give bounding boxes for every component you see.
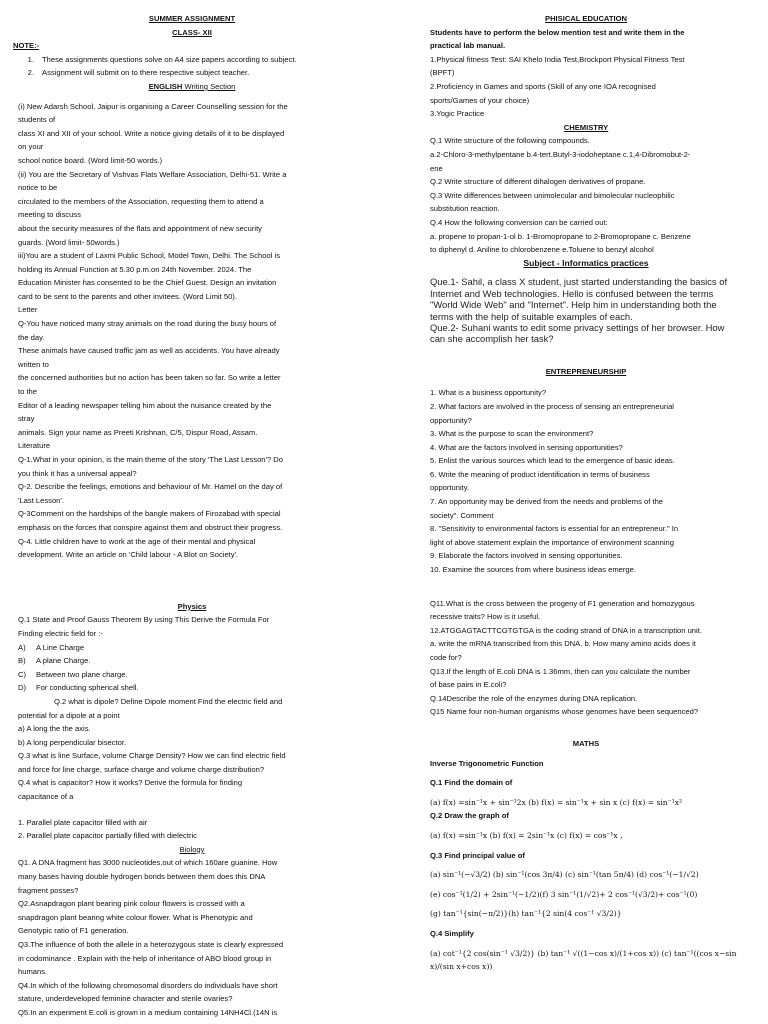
biology-line: snapdragon plant bearing white colour flower. What is Phenotypic and bbox=[18, 912, 253, 922]
chemistry-section bbox=[430, 134, 742, 256]
capacitor-item: 1. Parallel plate capacitor filled with air bbox=[18, 817, 148, 827]
ip-line: terms with the help of suitable examples of each. bbox=[430, 310, 633, 322]
biology-line: recessive traits? How is it useful. bbox=[430, 612, 541, 622]
note-item: 1. These assignments questions solve on A4 size papers according to subject. bbox=[27, 54, 297, 64]
entrepreneurship-line: 3. What is the purpose to scan the environment? bbox=[430, 429, 594, 439]
english-line: students of bbox=[18, 115, 56, 125]
english-line: the day. bbox=[18, 332, 45, 342]
english-line: written to bbox=[18, 359, 49, 369]
maths-q1: Q.1 Find the domain of bbox=[430, 778, 513, 788]
entrepreneurship-heading: ENTREPRENEURSHIP bbox=[545, 366, 627, 376]
maths-q3-line3: (g) tan⁻¹{sin(−π/2)}(h) tan⁻¹{2 sin(4 cos⁻¹ √3/2)} bbox=[430, 909, 622, 919]
physics-option: D) For conducting spherical shell. bbox=[18, 683, 139, 693]
pe-lines bbox=[430, 53, 742, 121]
physics-line: b) A long perpendicular bisector. bbox=[18, 737, 127, 747]
pe-line: (BPFT) bbox=[430, 68, 455, 78]
english-line: Literature bbox=[18, 441, 51, 451]
english-line: the concerned authorities but no action has been taken so far. So write a letter bbox=[18, 373, 281, 383]
capacitor-item: 2. Parallel plate capacitor partially filled with dielectric bbox=[18, 831, 197, 841]
physics-option: C) Between two plane charge. bbox=[18, 669, 128, 679]
chemistry-line: Q.2 Write structure of different dihalogen derivatives of propane. bbox=[430, 177, 646, 187]
english-line: Q-4. Little children have to work at the age of their mental and physical bbox=[18, 536, 256, 546]
physics-line: Finding electric field for :- bbox=[18, 628, 103, 638]
entrepreneurship-line: 10. Examine the sources from where business ideas emerge. bbox=[430, 565, 636, 575]
english-line: Editor of a leading newspaper telling him about the nuisance created by the bbox=[18, 400, 272, 410]
english-heading-rest: Writing Section bbox=[182, 81, 236, 91]
physics-capacitor-list bbox=[16, 816, 368, 843]
assignment-title: SUMMER ASSIGNMENT bbox=[148, 14, 236, 23]
entrepreneurship-line: 1. What is a business opportunity? bbox=[430, 388, 547, 398]
chemistry-line: to diphenyl d. Aniline to chlorobenzene e.Toluene to benzyl alcohol bbox=[430, 245, 654, 255]
physics-q1 bbox=[16, 613, 368, 640]
english-section bbox=[16, 100, 368, 562]
maths-topic: Inverse Trigonometric Function bbox=[430, 758, 544, 768]
english-line: animals. Sign your name as Preeti Krishnan, C/5, Dispur Road, Assam. bbox=[18, 427, 258, 437]
entrepreneurship-section bbox=[430, 386, 742, 576]
biology-line: many bases having double hydrogen bonds between them does this DNA bbox=[18, 872, 266, 882]
ip-line: "World Wide Web" and "Internet". Help him in understanding both the bbox=[430, 299, 717, 311]
chemistry-line: Q.3 Write differences between unimolecular and bimolecular nucleophilic bbox=[430, 190, 675, 200]
note-item: 2. Assignment will submit on to there respective subject teacher. bbox=[27, 68, 250, 78]
maths-q2: Q.2 Draw the graph of bbox=[430, 811, 509, 821]
entrepreneurship-line: 9. Elaborate the factors involved in sensing opportunities. bbox=[430, 551, 623, 561]
maths-q3: Q.3 Find principal value of bbox=[430, 850, 525, 860]
biology-line: 12.ATGGAGTACTTCGTGTGA is the coding strand of DNA in a transcription unit. bbox=[430, 625, 702, 635]
english-line: emphasis on the forces that conspire against them and obstruct their progress. bbox=[18, 522, 283, 532]
english-heading bbox=[16, 80, 368, 94]
english-line: circulated to the members of the Association, requesting them to attend a bbox=[18, 196, 264, 206]
biology-line: Q15 Name four non-human organisms whose genomes have been sequenced? bbox=[430, 707, 699, 717]
english-line: Q-3Comment on the hardships of the bangle makers of Firozabad with special bbox=[18, 509, 281, 519]
english-line: Q-2. Describe the feelings, emotions and behaviour of Mr. Hamel on the day of bbox=[18, 482, 283, 492]
entrepreneurship-line: 6. Write the meaning of product identification in terms of business bbox=[430, 469, 650, 479]
maths-q1-expression: (a) f(x) =sin⁻¹x + sin⁻¹2x (b) f(x) = sin⁻¹x + sin x (c) f(x) = sin⁻¹x² bbox=[430, 797, 683, 807]
maths-q2-expression: (a) f(x) =sin⁻¹x (b) f(x) = 2sin⁻¹x (c) f(x) = cos⁻¹x , bbox=[430, 830, 623, 840]
maths-q4-expression: (a) cot⁻¹{2 cos(sin⁻¹ √3/2)} (b) tan⁻¹ √((1−cos x)/(1+cos x)) (c) tan⁻¹((cos x−sin x)/(sin x+cos x)) bbox=[430, 948, 737, 972]
chemistry-line: Q.1 Write structure of the following compounds. bbox=[430, 136, 590, 146]
entrepreneurship-line: 8. "Sensitivity to environmental factors is essential for an entrepreneur." In bbox=[430, 524, 679, 534]
ip-section bbox=[430, 276, 742, 344]
physics-line: Q.4 what is capacitor? How it works? Derive the formula for finding bbox=[18, 778, 243, 788]
entrepreneurship-line: opportunity. bbox=[430, 483, 470, 493]
notes-list bbox=[16, 53, 368, 80]
biology-continued bbox=[430, 597, 742, 719]
biology-line: Q2.Asnapdragon plant bearing pink colour flowers is crossed with a bbox=[18, 899, 245, 909]
biology-line: in codominance . Explain with the help of inheritance of ABO blood group in bbox=[18, 953, 272, 963]
english-line: Q-You have noticed many stray animals on the road during the busy hours of bbox=[18, 319, 277, 329]
english-line: about the security measures of the flats and appointment of new security bbox=[18, 223, 262, 233]
physics-heading: Physics bbox=[177, 601, 207, 611]
biology-line: fragment posses? bbox=[18, 885, 79, 895]
ip-line: Internet and Web technologies. Hello is confused between the terms bbox=[430, 287, 714, 299]
english-line: stray bbox=[18, 414, 35, 424]
chemistry-line: a.2-Chloro-3-methylpentane b.4-tert.Butyl-3-iodoheptane c.1,4-Dibromobut-2- bbox=[430, 149, 691, 159]
ip-heading: Subject - Informatics practices bbox=[523, 257, 649, 268]
english-line: These animals have caused traffic jam as well as accidents. You have already bbox=[18, 346, 280, 356]
biology-line: Q11.What is the cross between the progeny of F1 generation and homozygous bbox=[430, 598, 695, 608]
physics-line: capacitance of a bbox=[18, 792, 74, 802]
physics-line: Q.3 what is line Surface, volume Charge Density? How we can find electric field bbox=[18, 751, 286, 761]
physics-q2 bbox=[16, 709, 368, 804]
english-line: Q-1.What in your opinion, is the main theme of the story 'The Last Lesson'? Do bbox=[18, 455, 284, 464]
biology-line: Q3.The influence of both the allele in a heterozygous state is clearly expressed bbox=[18, 940, 284, 949]
english-line: guards. (Word limit- 50words.) bbox=[18, 237, 120, 247]
entrepreneurship-line: 4. What are the factors involved in sensing opportunities? bbox=[430, 442, 623, 452]
chemistry-line: ene bbox=[430, 163, 443, 173]
biology-line: code for? bbox=[430, 653, 462, 662]
english-line: card to be sent to the parents and other invitees. (Word Limit 50). bbox=[18, 291, 237, 301]
english-line: holding its Annual Function at 5.30 p.m.on 24th November. 2024. The bbox=[18, 264, 252, 274]
physics-q2-first: Q.2 what is dipole? Define Dipole moment Find the electric field and bbox=[54, 696, 283, 706]
biology-line: a. write the mRNA transcribed from this DNA. b. How many amino acids does it bbox=[430, 639, 696, 649]
biology-line: Q1. A DNA fragment has 3000 nucleotides,out of which 160are guanine. How bbox=[18, 858, 278, 868]
right-column bbox=[430, 12, 742, 974]
maths-q3-line1: (a) sin⁻¹(−√3/2) (b) sin⁻¹(cos 3π/4) (c) sin⁻¹(tan 5π/4) (d) cos⁻¹(−1/√2) bbox=[430, 870, 699, 880]
english-line: Letter bbox=[18, 305, 38, 315]
note-label: NOTE:- bbox=[13, 41, 40, 51]
chemistry-heading: CHEMISTRY bbox=[563, 122, 609, 132]
english-line: development. Write an article on 'Child labour - A Blot on Society'. bbox=[18, 550, 239, 560]
maths-q4: Q.4 Simplify bbox=[430, 928, 474, 938]
biology-line: Genotypic ratio of F1 generation. bbox=[18, 926, 129, 936]
class-label: CLASS- XII bbox=[172, 27, 212, 37]
pe-intro bbox=[430, 26, 742, 53]
entrepreneurship-line: 2. What factors are involved in the process of sensing an entrepreneurial bbox=[430, 401, 674, 411]
pe-line: sports/Games of your choice) bbox=[430, 95, 530, 105]
english-line: 'Last Lesson'. bbox=[18, 495, 64, 505]
english-line: (ii) You are the Secretary of Vishvas Flats Welfare Association, Delhi-51. Write a bbox=[18, 169, 287, 179]
ip-line: Que.1- Sahil, a class X student, just started understanding the basics of bbox=[430, 276, 728, 288]
physics-line: potential for a dipole at a point bbox=[18, 710, 120, 720]
english-line: school notice board. (Word limit-50 words.) bbox=[18, 155, 163, 165]
biology-section bbox=[16, 856, 368, 1019]
maths-heading: MATHS bbox=[572, 738, 600, 748]
biology-line: Q5.In an experiment E.coli is grown in a medium containing 14NH4Cl.(14N is bbox=[18, 1007, 278, 1017]
chemistry-line: a. propene to propan-1-ol b. 1-Bromopropane to 2-Bromopropane c. Benzene bbox=[430, 231, 691, 241]
left-column bbox=[13, 12, 368, 1020]
entrepreneurship-line: 5. Enlist the various sources which lead to the emergence of basic ideas. bbox=[430, 456, 675, 466]
english-line: meeting to discuss bbox=[18, 210, 81, 220]
english-line: class XI and XII of your school. Write a notice giving details of it to be displayed bbox=[18, 128, 285, 138]
biology-line: Q13.If the length of E.coli DNA is 1.36mm, then can you calculate the number bbox=[430, 666, 691, 676]
ip-line: can she accomplish her task? bbox=[430, 333, 554, 345]
pe-heading: PHISICAL EDUCATION bbox=[545, 14, 627, 23]
physics-q1-items bbox=[16, 641, 368, 695]
english-line: notice to be bbox=[18, 183, 58, 193]
chemistry-line: Q.4 How the following conversion can be carried out: bbox=[430, 217, 608, 227]
english-line: on your bbox=[18, 142, 44, 152]
physics-option: A) A Line Charge bbox=[18, 642, 85, 652]
biology-line: of base pairs in E.coli? bbox=[430, 680, 507, 690]
biology-heading: Biology bbox=[179, 844, 205, 854]
physics-line: Q.1 State and Proof Gauss Theorem By using This Derive the Formula For bbox=[18, 615, 270, 625]
biology-line: stature, underdeveloped feminine character and sterile ovaries? bbox=[18, 994, 233, 1004]
physics-option: B) A plane Charge. bbox=[18, 656, 91, 666]
pe-intro-line: practical lab manual. bbox=[430, 41, 506, 51]
physics-line: a) A long the the axis. bbox=[18, 724, 91, 734]
pe-line: 1.Physical fitness Test: SAI Khelo India Test,Brockport Physical Fitness Test bbox=[430, 54, 685, 64]
chemistry-line: substitution reaction. bbox=[430, 204, 500, 214]
biology-line: Q4.In which of the following chromosomal disorders do individuals have short bbox=[18, 980, 278, 990]
entrepreneurship-line: light of above statement explain the importance of environment scanning bbox=[430, 537, 674, 547]
entrepreneurship-line: 7. An opportunity may be derived from the needs and problems of the bbox=[430, 497, 664, 507]
english-line: to the bbox=[18, 387, 37, 397]
biology-line: Q.14Describe the role of the enzymes during DNA replication. bbox=[430, 693, 638, 703]
english-line: you think it has a universal appeal? bbox=[18, 468, 137, 478]
pe-line: 2.Proficiency in Games and sports (Skill of any one IOA recognised bbox=[430, 81, 656, 91]
entrepreneurship-line: opportunity? bbox=[430, 415, 472, 425]
ip-line: Que.2- Suhani wants to edit some privacy settings of her browser. How bbox=[430, 321, 725, 333]
entrepreneurship-line: society". Comment bbox=[430, 510, 494, 520]
english-line: (i) New Adarsh School, Jaipur is organising a Career Counselling session for the bbox=[18, 101, 288, 111]
pe-line: 3.Yogic Practice bbox=[430, 109, 485, 119]
physics-line: and force for line charge, surface charge and volume charge distribution? bbox=[18, 764, 265, 774]
maths-q3-line2: (e) cos⁻¹(1/2) + 2sin⁻¹(−1/2)(f) 3 sin⁻¹(1/√2)+ 2 cos⁻¹(√3/2)+ cos⁻¹(0) bbox=[430, 889, 698, 899]
english-heading-bold: ENGLISH bbox=[148, 81, 183, 91]
pe-intro-line: Students have to perform the below mention test and write them in the bbox=[430, 27, 685, 37]
biology-line: humans. bbox=[18, 967, 48, 977]
english-line: iii)You are a student of Laxmi Public School, Model Town, Delhi. The School is bbox=[18, 251, 280, 261]
english-line: Education Minister has consented to be the Chief Guest. Design an invitation bbox=[18, 278, 277, 288]
